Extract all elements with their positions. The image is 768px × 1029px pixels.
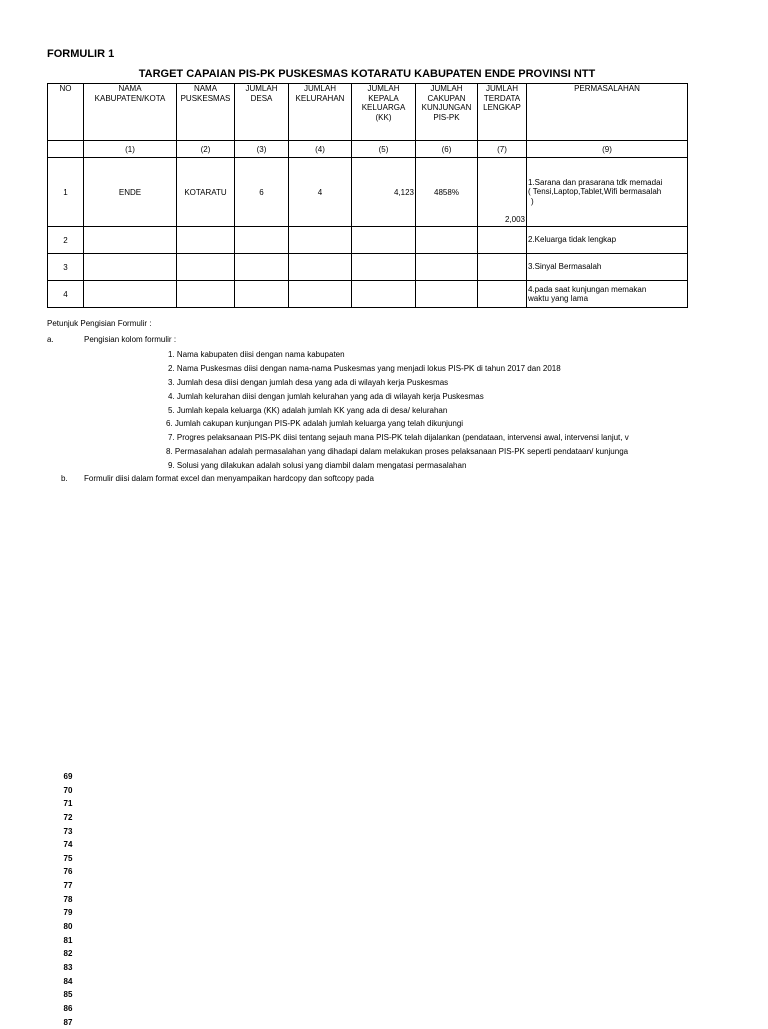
instruction-item: 3. Jumlah desa diisi dengan jumlah desa yang ada di wilayah kerja Puskesmas	[168, 378, 449, 387]
column-number: (2)	[177, 141, 235, 158]
table-row	[48, 227, 688, 254]
instruction-a-label: a.	[47, 335, 54, 344]
row-number: 71	[63, 799, 73, 809]
header-kelurahan: JUMLAH KELURAHAN	[289, 84, 352, 141]
instruction-item: 8. Permasalahan adalah permasalahan yang dihadapi dalam melakukan proses pelaksanaan PIS-PK seperti pendataan/ kunjunga	[166, 447, 629, 456]
row-number: 84	[63, 976, 73, 986]
cell-no: 3	[48, 254, 84, 281]
table-title: TARGET CAPAIAN PIS-PK PUSKESMAS KOTARATU KABUPATEN ENDE PROVINSI NTT	[138, 68, 596, 80]
cell-cakupan: 4858%	[416, 158, 478, 227]
instruction-item: 5. Jumlah kepala keluarga (KK) adalah jumlah KK yang ada di desa/ kelurahan	[168, 406, 448, 415]
column-number: (3)	[235, 141, 289, 158]
row-number: 83	[63, 962, 73, 972]
table-row	[48, 281, 688, 308]
row-number: 72	[63, 812, 73, 822]
instruction-item: 7. Progres pelaksanaan PIS-PK diisi tentang sejauh mana PIS-PK telah dijalankan (pendataan, intervensi awal, intervensi lanjut, v	[168, 433, 629, 442]
cell-no: 2	[48, 227, 84, 254]
cell-no: 1	[48, 158, 84, 227]
column-number: (7)	[478, 141, 527, 158]
header-permasalahan: PERMASALAHAN	[527, 84, 688, 141]
row-number: 74	[63, 840, 73, 850]
header-cakupan: JUMLAH CAKUPAN KUNJUNGAN PIS-PK	[416, 84, 478, 141]
instruction-item: 4. Jumlah kelurahan diisi dengan jumlah kelurahan yang ada di wilayah kerja Puskesmas	[168, 392, 484, 401]
row-number: 81	[63, 935, 73, 945]
instructions-heading: Petunjuk Pengisian Formulir :	[47, 319, 152, 328]
column-number: (1)	[84, 141, 177, 158]
cell-kabupaten: ENDE	[84, 158, 177, 227]
table-row	[48, 158, 688, 227]
instruction-b-label: b.	[61, 474, 68, 483]
row-number: 70	[63, 785, 73, 795]
column-number: (6)	[416, 141, 478, 158]
instruction-b-text: Formulir diisi dalam format excel dan menyampaikan hardcopy dan softcopy pada	[84, 474, 374, 483]
row-number: 87	[63, 1017, 73, 1027]
column-number: (9)	[527, 141, 688, 158]
column-number: (4)	[289, 141, 352, 158]
row-number: 82	[63, 949, 73, 959]
row-number: 80	[63, 922, 73, 932]
cell-permasalahan: 3.Sinyal Bermasalah	[527, 254, 688, 281]
table-row	[48, 254, 688, 281]
row-number: 78	[63, 894, 73, 904]
header-no: NO	[48, 84, 84, 141]
row-number: 73	[63, 826, 73, 836]
column-number-row	[48, 141, 688, 158]
cell-kelurahan: 4	[289, 158, 352, 227]
cell-kk: 4,123	[352, 158, 416, 227]
row-number: 79	[63, 908, 73, 918]
header-puskesmas: NAMA PUSKESMAS	[177, 84, 235, 141]
instruction-item: 2. Nama Puskesmas diisi dengan nama-nama Puskesmas yang menjadi lokus PIS-PK di tahun 2017 dan 2018	[168, 364, 561, 373]
instruction-item: 6. Jumlah cakupan kunjungan PIS-PK adalah jumlah keluarga yang telah dikunjungi	[166, 419, 464, 428]
cell-terdata: 2,003	[478, 158, 527, 227]
header-kk: JUMLAH KEPALA KELUARGA (KK)	[352, 84, 416, 141]
row-number: 77	[63, 881, 73, 891]
cell-desa: 6	[235, 158, 289, 227]
instruction-item: 1. Nama kabupaten diisi dengan nama kabupaten	[168, 350, 345, 359]
form-label: FORMULIR 1	[47, 48, 115, 60]
instruction-a-text: Pengisian kolom formulir :	[84, 335, 177, 344]
header-kabupaten: NAMA KABUPATEN/KOTA	[84, 84, 177, 141]
cell-no: 4	[48, 281, 84, 308]
column-number-blank	[48, 141, 84, 158]
cell-permasalahan: 1.Sarana dan prasarana tdk memadai ( Tensi,Laptop,Tablet,Wifi bermasalah )	[527, 158, 688, 227]
spreadsheet-row-numbers	[56, 770, 80, 1029]
row-number: 69	[63, 772, 73, 781]
column-number: (5)	[352, 141, 416, 158]
instruction-item: 9. Solusi yang dilakukan adalah solusi yang diambil dalam mengatasi permasalahan	[168, 461, 467, 470]
header-row	[48, 84, 688, 141]
header-desa: JUMLAH DESA	[235, 84, 289, 141]
row-number: 85	[63, 990, 73, 1000]
cell-permasalahan: 4.pada saat kunjungan memakan waktu yang lama	[527, 281, 688, 308]
row-number: 86	[63, 1003, 73, 1013]
header-terdata: JUMLAH TERDATA LENGKAP	[478, 84, 527, 141]
row-number: 75	[63, 853, 73, 863]
target-table	[47, 83, 688, 308]
cell-puskesmas: KOTARATU	[177, 158, 235, 227]
cell-permasalahan: 2.Keluarga tidak lengkap	[527, 227, 688, 254]
row-number: 76	[63, 867, 73, 877]
